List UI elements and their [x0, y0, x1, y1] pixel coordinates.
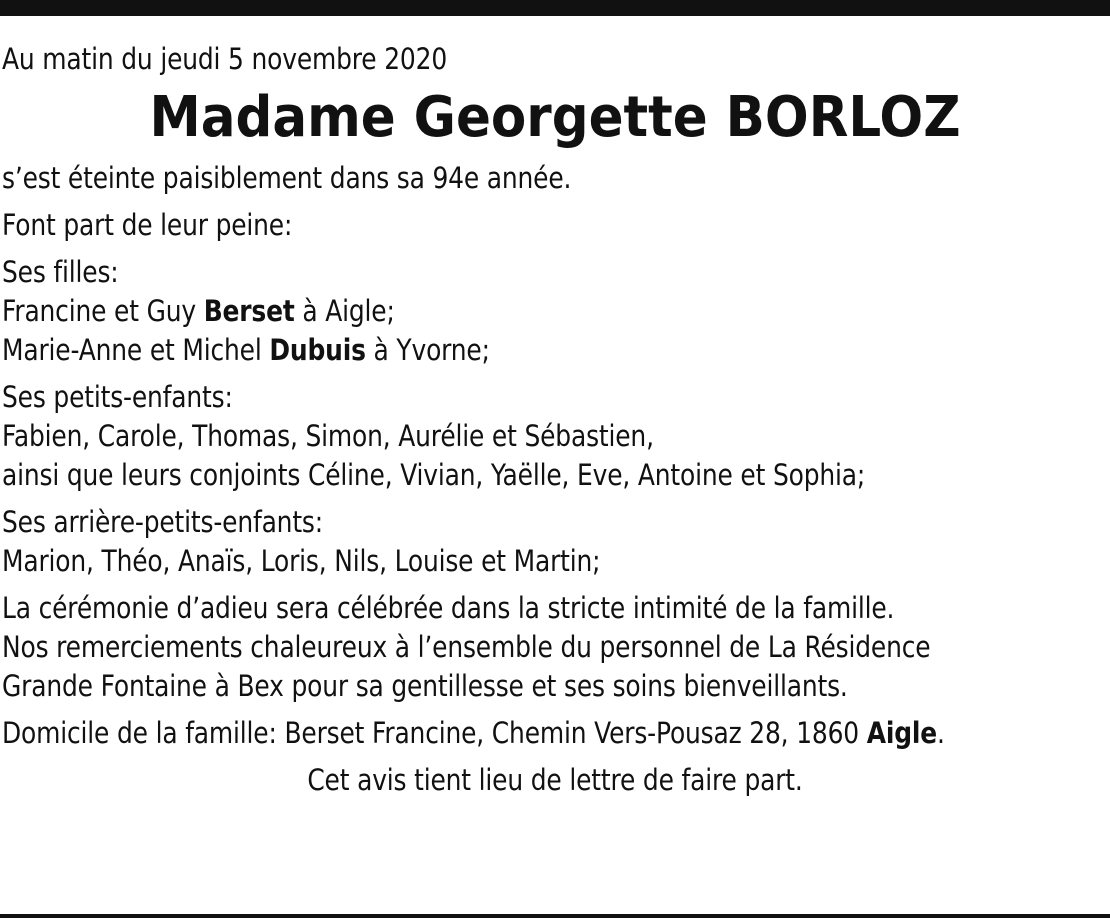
great-grandchildren-heading: Ses arrière-petits-enfants: — [2, 505, 323, 539]
passing-line: s’est éteinte paisiblement dans sa 94e année. — [2, 161, 572, 195]
announcement-line: Font part de leur peine: — [2, 208, 293, 242]
daughter-entry: Marie-Anne et Michel Dubuis à Yvorne; — [2, 333, 490, 367]
surname: Dubuis — [269, 333, 366, 367]
closing-line: Cet avis tient lieu de lettre de faire part. — [307, 763, 803, 797]
daughters-heading: Ses filles: — [2, 255, 119, 289]
domicile-line: Domicile de la famille: Berset Francine, Chemin Vers-Pousaz 28, 1860 Aigle. — [2, 716, 945, 750]
ceremony-line: La cérémonie d’adieu sera célébrée dans la stricte intimité de la famille. — [2, 591, 895, 625]
top-rule — [0, 0, 1110, 16]
grandchildren-line: ainsi que leurs conjoints Céline, Vivian, Yaëlle, Eve, Antoine et Sophia; — [2, 458, 866, 492]
surname: Berset — [203, 294, 295, 328]
domicile-city: Aigle — [866, 716, 938, 750]
death-notice — [2, 40, 1108, 800]
grandchildren-line: Fabien, Carole, Thomas, Simon, Aurélie et Sébastien, — [2, 419, 654, 453]
great-grandchildren-line: Marion, Théo, Anaïs, Loris, Nils, Louise et Martin; — [2, 544, 601, 578]
grandchildren-heading: Ses petits-enfants: — [2, 380, 233, 414]
daughter-entry: Francine et Guy Berset à Aigle; — [2, 294, 395, 328]
bottom-rule — [0, 914, 1110, 918]
thanks-line: Nos remerciements chaleureux à l’ensemble du personnel de La Résidence — [2, 630, 931, 664]
deceased-name: Madame Georgette BORLOZ — [149, 85, 961, 150]
intro-line: Au matin du jeudi 5 novembre 2020 — [2, 42, 448, 76]
thanks-line: Grande Fontaine à Bex pour sa gentillesse et ses soins bienveillants. — [2, 669, 848, 703]
